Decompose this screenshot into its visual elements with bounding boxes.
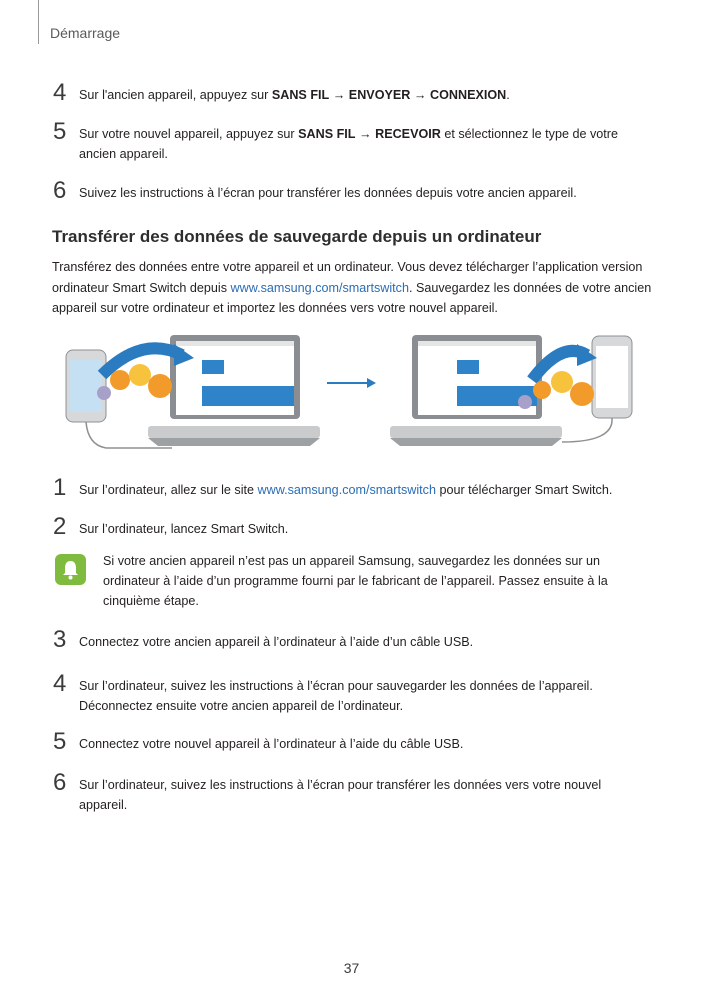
step-number: 6 bbox=[53, 177, 67, 204]
intro-paragraph: Transférez des données entre votre appareil et un ordinateur. Vous devez télécharger l’application version ordinateur Smart Switch depuis www.samsung.com/smartswitch. Sauvegardez les données de votre ancien appareil sur votre ordinateur et importez les données vers votre nouvel appareil. bbox=[52, 260, 652, 315]
bell-icon bbox=[55, 554, 86, 585]
smartswitch-link[interactable]: www.samsung.com/smartswitch bbox=[257, 483, 436, 497]
step-number: 4 bbox=[53, 670, 67, 697]
step-text: Suivez les instructions à l’écran pour transférer les données depuis votre ancien appareil. bbox=[79, 186, 577, 200]
step-number: 5 bbox=[53, 118, 67, 145]
step-number: 5 bbox=[53, 728, 67, 755]
note-text: Si votre ancien appareil n’est pas un appareil Samsung, sauvegardez les données sur un ordinateur à l’aide d’un programme fourni par le fabricant de l’appareil. Passez ensuite à la cinquième étape. bbox=[103, 554, 608, 608]
step-text: Sur l’ordinateur, allez sur le site www.samsung.com/smartswitch pour télécharger Smart Switch. bbox=[79, 483, 613, 497]
section-header: Démarrage bbox=[50, 25, 121, 41]
section-title: Transférer des données de sauvegarde depuis un ordinateur bbox=[52, 227, 542, 246]
step-text: Connectez votre nouvel appareil à l’ordinateur à l’aide du câble USB. bbox=[79, 737, 464, 751]
step-number: 3 bbox=[53, 626, 67, 653]
backup-transfer-illustration bbox=[62, 330, 642, 460]
step-text: Sur l’ordinateur, suivez les instructions à l’écran pour sauvegarder les données de l’appareil. Déconnectez ensuite votre ancien appareil de l’ordinateur. bbox=[79, 679, 593, 713]
step-text: Sur l’ordinateur, suivez les instructions à l’écran pour transférer les données vers votre nouvel appareil. bbox=[79, 778, 602, 812]
step-text: Sur l'ancien appareil, appuyez sur SANS FIL → ENVOYER → CONNEXION. bbox=[79, 88, 510, 102]
step-number: 2 bbox=[53, 513, 67, 540]
step-text: Sur votre nouvel appareil, appuyez sur SANS FIL → RECEVOIR et sélectionnez le type de votre ancien appareil. bbox=[79, 127, 618, 161]
page-corner-mark bbox=[38, 0, 39, 44]
smartswitch-link[interactable]: www.samsung.com/smartswitch bbox=[230, 280, 409, 295]
step-number: 1 bbox=[53, 474, 67, 501]
step-text: Connectez votre ancien appareil à l’ordinateur à l’aide d’un câble USB. bbox=[79, 635, 474, 649]
step-number: 6 bbox=[53, 769, 67, 796]
step-number: 4 bbox=[53, 79, 67, 106]
page-number: 37 bbox=[343, 960, 360, 976]
step-text: Sur l’ordinateur, lancez Smart Switch. bbox=[79, 522, 289, 536]
